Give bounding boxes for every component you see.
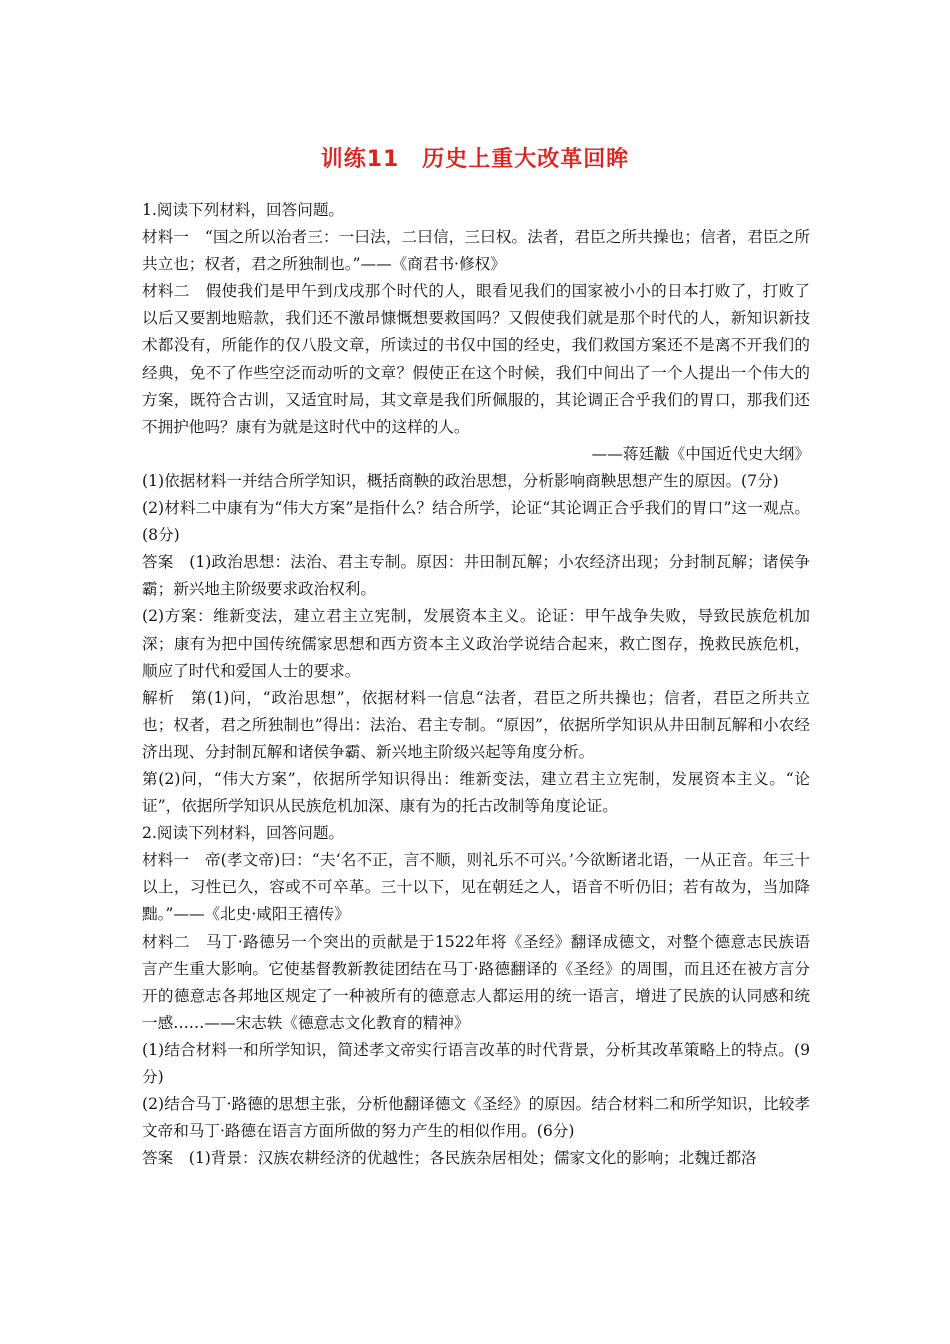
q1-material-2-source: ——蒋廷黻《中国近代史大纲》: [591, 444, 810, 463]
q1-analysis-1: 解析 第(1)问，“政治思想”，依据材料一信息“法者，君臣之所共操也；信者，君臣之所共立也；权者，君之所独制也”得出：法治、君主专制。“原因”，依据所学知识从井田制瓦解和小农经济出现、分封制瓦解和诸侯争霸、新兴地主阶级兴起等角度分析。: [142, 688, 810, 761]
q1-answer-1: 答案 (1)政治思想：法治、君主专制。原因：井田制瓦解；小农经济出现；分封制瓦解；诸侯争霸；新兴地主阶级要求政治权利。: [142, 553, 810, 599]
q1-sub-question-1: (1)依据材料一并结合所学知识，概括商鞅的政治思想，分析影响商鞅思想产生的原因。(7分): [142, 471, 779, 490]
q2-sub-question-2: (2)结合马丁·路德的思想主张，分析他翻译德文《圣经》的原因。结合材料二和所学知识，比较孝文帝和马丁·路德在语言方面所做的努力产生的相似作用。(6分): [142, 1095, 810, 1141]
q1-material-2: 材料二 假使我们是甲午到戊戌那个时代的人，眼看见我们的国家被小小的日本打败了，打败了以后又要割地赔款，我们还不激昂慷慨想要救国吗？又假使我们就是那个时代的人，新知识新技术都没有，所能作的仅八股文章，所读过的书仅中国的经史，我们救国方案还不是离不开我们的经典，免不了作些空泛而动听的文章？假使正在这个时候，我们中间出了一个人提出一个伟大的方案，既符合古训，又适宜时局，其文章是我们所佩服的，其论调正合乎我们的胃口，那我们还不拥护他吗？康有为就是这时代中的这样的人。: [142, 282, 810, 436]
page-title: 训练11 历史上重大改革回眸: [320, 147, 630, 172]
q2-sub-question-1: (1)结合材料一和所学知识，简述孝文帝实行语言改革的时代背景，分析其改革策略上的特点。(9分): [142, 1040, 810, 1086]
question-2-prompt: 2.阅读下列材料，回答问题。: [142, 824, 345, 843]
q1-analysis-2: 第(2)问，“伟大方案”，依据所学知识得出：维新变法，建立君主立宪制，发展资本主义。“论证”，依据所学知识从民族危机加深、康有为的托古改制等角度论证。: [142, 769, 810, 816]
q2-answer-1: 答案 (1)背景：汉族农耕经济的优越性；各民族杂居相处；儒家文化的影响；北魏迁都洛: [142, 1149, 757, 1168]
document-body: [142, 197, 810, 1172]
q1-material-1: 材料一 “国之所以治者三：一曰法，二曰信，三曰权。法者，君臣之所共操也；信者，君臣之所共立也；权者，君之所独制也。”——《商君书·修权》: [142, 228, 810, 274]
q1-sub-question-2: (2)材料二中康有为“伟大方案”是指什么？结合所学，论证“其论调正合乎我们的胃口”这一观点。(8分): [142, 499, 810, 545]
q2-material-1: 材料一 帝(孝文帝)曰：“夫‘名不正，言不顺，则礼乐不可兴。’今欲断诸北语，一从正音。年三十以上，习性已久，容或不可卒革。三十以下，见在朝廷之人，语音不听仍旧；若有故为，当加降黜。”——《北史·咸阳王禧传》: [142, 851, 810, 924]
q2-material-2: 材料二 马丁·路德另一个突出的贡献是于1522年将《圣经》翻译成德文，对整个德意志民族语言产生重大影响。它使基督教新教徒团结在马丁·路德翻译的《圣经》的周围，而且还在被方言分开的德意志各邦地区规定了一种被所有的德意志人都运用的统一语言，增进了民族的认同感和统一感……——宋志轶《德意志文化教育的精神》: [142, 932, 810, 1032]
question-1-prompt: 1.阅读下列材料，回答问题。: [142, 201, 345, 219]
q1-answer-2: (2)方案：维新变法，建立君主立宪制，发展资本主义。论证：甲午战争失败，导致民族危机加深；康有为把中国传统儒家思想和西方资本主义政治学说结合起来，救亡图存，挽救民族危机，顺应了时代和爱国人士的要求。: [142, 607, 810, 680]
